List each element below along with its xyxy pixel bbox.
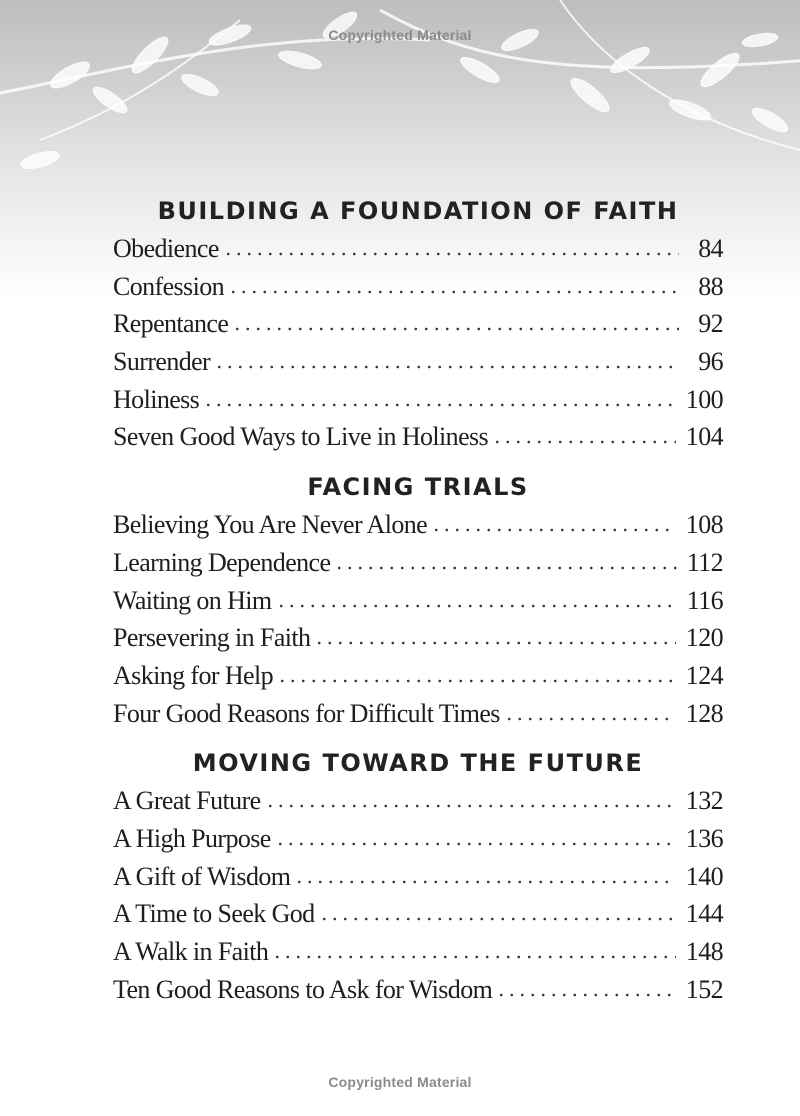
dot-leader bbox=[272, 934, 676, 960]
dot-leader bbox=[223, 231, 679, 257]
entry-title: A Time to Seek God bbox=[113, 899, 315, 929]
entry-title: Waiting on Him bbox=[113, 585, 272, 615]
toc-entry bbox=[113, 544, 723, 582]
entry-title: Surrender bbox=[113, 347, 211, 377]
dot-leader bbox=[492, 419, 676, 445]
toc-entry bbox=[113, 381, 723, 419]
entry-title: Learning Dependence bbox=[113, 547, 331, 577]
watermark-top: Copyrighted Material bbox=[328, 27, 472, 43]
page-number: 104 bbox=[685, 422, 723, 452]
toc-entry bbox=[113, 230, 723, 268]
toc-entry bbox=[113, 582, 723, 620]
toc-entry bbox=[113, 418, 723, 456]
toc-entry bbox=[113, 971, 723, 1009]
dot-leader bbox=[319, 896, 676, 922]
entry-title: Persevering in Faith bbox=[113, 623, 311, 653]
toc-section bbox=[113, 744, 723, 1008]
page-number: 96 bbox=[698, 347, 723, 377]
toc-entry bbox=[113, 820, 723, 858]
entry-title: Obedience bbox=[113, 234, 219, 263]
dot-leader bbox=[275, 821, 676, 847]
entry-title: Confession bbox=[113, 271, 225, 301]
dot-leader bbox=[504, 696, 676, 722]
toc-entry bbox=[113, 506, 723, 544]
page-number: 120 bbox=[685, 623, 723, 653]
toc-entry bbox=[113, 895, 723, 933]
section-title: FACING TRIALS bbox=[307, 473, 529, 502]
entry-title: A Walk in Faith bbox=[113, 937, 269, 966]
toc-entry bbox=[113, 343, 723, 381]
dot-leader bbox=[496, 972, 676, 998]
page-number: 136 bbox=[685, 823, 723, 853]
dot-leader bbox=[277, 658, 676, 684]
section-title: BUILDING A FOUNDATION OF FAITH bbox=[157, 197, 679, 225]
dot-leader bbox=[265, 783, 676, 809]
toc-entry bbox=[113, 305, 723, 343]
dot-leader bbox=[334, 545, 676, 571]
page-number: 140 bbox=[685, 861, 723, 891]
toc-entry bbox=[113, 268, 723, 306]
toc-entry bbox=[113, 695, 723, 733]
page-number: 148 bbox=[685, 937, 723, 966]
entry-title: Ten Good Reasons to Ask for Wisdom bbox=[113, 974, 493, 1004]
toc-entry bbox=[113, 858, 723, 896]
dot-leader bbox=[203, 382, 676, 408]
toc-entry bbox=[113, 657, 723, 695]
entry-title: Believing You Are Never Alone bbox=[113, 510, 428, 540]
page-number: 132 bbox=[685, 786, 723, 816]
dot-leader bbox=[294, 859, 675, 885]
dot-leader bbox=[314, 620, 675, 646]
entry-title: Repentance bbox=[113, 309, 229, 339]
entry-title: A High Purpose bbox=[113, 823, 271, 853]
toc-section bbox=[113, 468, 723, 732]
toc-entry bbox=[113, 933, 723, 971]
entry-title: Four Good Reasons for Difficult Times bbox=[113, 698, 500, 728]
page-number: 84 bbox=[698, 234, 723, 263]
entry-title: A Gift of Wisdom bbox=[113, 861, 291, 891]
page-number: 124 bbox=[685, 660, 723, 690]
dot-leader bbox=[431, 507, 676, 533]
dot-leader bbox=[228, 269, 679, 295]
table-of-contents bbox=[113, 192, 723, 1020]
page-number: 112 bbox=[686, 547, 723, 577]
entry-title: Asking for Help bbox=[113, 660, 273, 690]
page-number: 116 bbox=[686, 585, 723, 615]
section-title: MOVING TOWARD THE FUTURE bbox=[192, 749, 644, 778]
dot-leader bbox=[232, 306, 679, 332]
entry-title: Seven Good Ways to Live in Holiness bbox=[113, 422, 489, 452]
entry-title: Holiness bbox=[113, 384, 200, 414]
toc-section bbox=[113, 192, 723, 456]
watermark-bottom: Copyrighted Material bbox=[328, 1074, 472, 1090]
dot-leader bbox=[214, 344, 679, 370]
page-number: 144 bbox=[685, 899, 723, 929]
toc-entry bbox=[113, 619, 723, 657]
page-number: 100 bbox=[685, 384, 723, 414]
page-number: 128 bbox=[685, 698, 723, 728]
toc-entry bbox=[113, 782, 723, 820]
page-number: 88 bbox=[698, 271, 723, 301]
page-number: 108 bbox=[685, 510, 723, 540]
entry-title: A Great Future bbox=[113, 786, 261, 816]
dot-leader bbox=[276, 583, 677, 609]
page-number: 92 bbox=[698, 309, 723, 339]
page-number: 152 bbox=[685, 974, 723, 1004]
